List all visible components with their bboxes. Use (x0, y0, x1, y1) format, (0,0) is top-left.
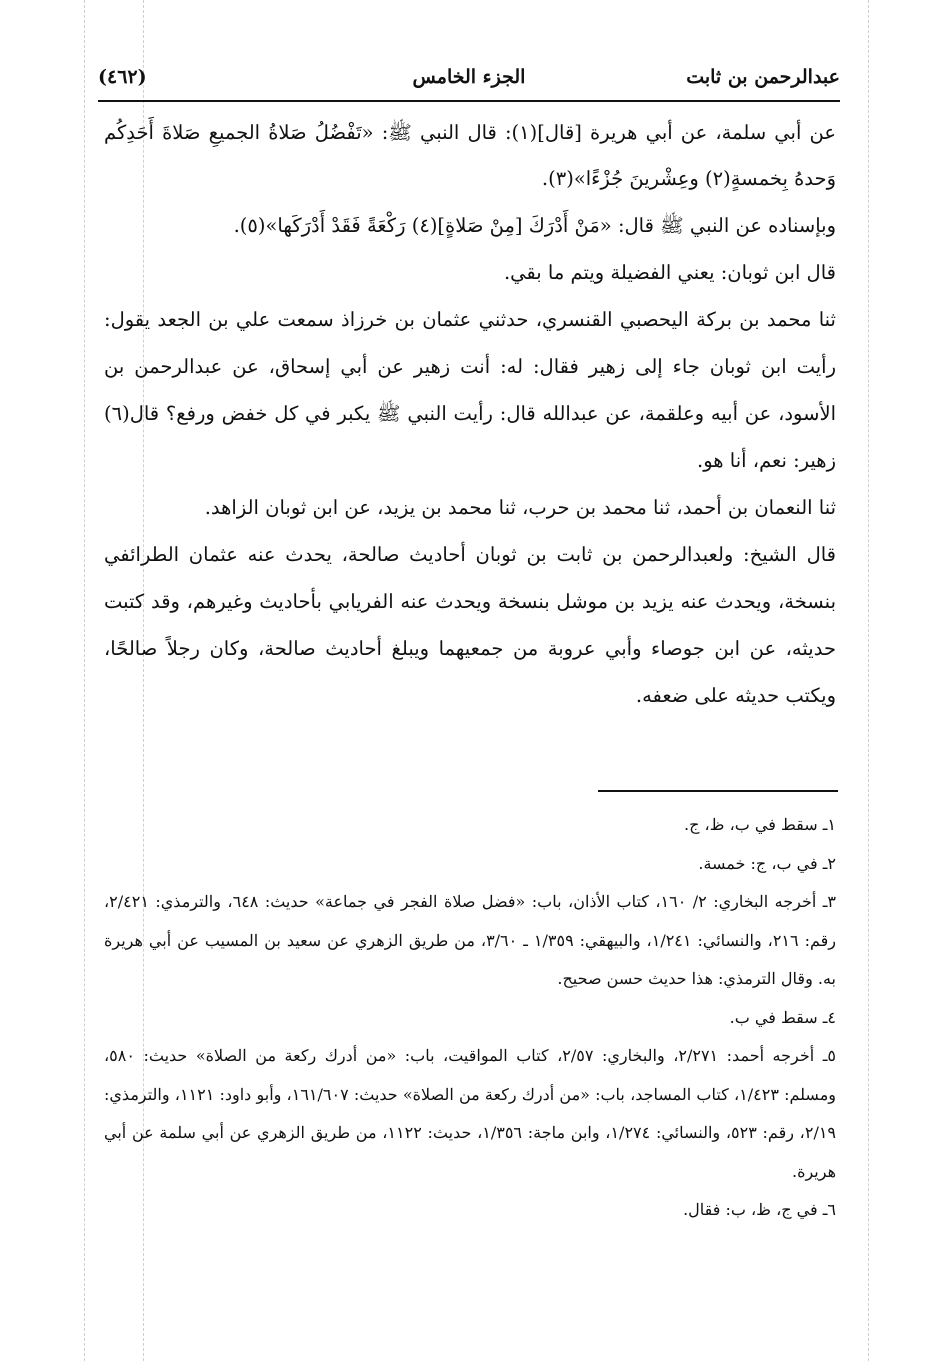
scan-guide-line (868, 0, 869, 1361)
footnote: ٤ـ سقط في ب. (729, 1007, 836, 1027)
paragraph: عن أبي سلمة، عن أبي هريرة [قال](١): قال النبي ﷺ: «تَفْضُلُ صَلاةُ الجميعِ صَلاةَ أَحَدِكُم وَحدهُ بِخمسةٍ(٢) وعِشْرينَ جُزْءًا»(٣). (104, 121, 836, 190)
page-number: (٤٦٢) (98, 66, 147, 88)
footnote: ٦ـ في ج، ظ، ب: فقال. (683, 1200, 836, 1219)
scan-guide-line (84, 0, 85, 1361)
part-title: الجزء الخامس (412, 66, 526, 88)
paragraph: وبإسناده عن النبي ﷺ قال: «مَنْ أَدْرَكَ [مِنْ صَلاةٍ](٤) رَكْعَةً فَقَدْ أَدْرَكَها»(٥). (233, 214, 836, 237)
footnote: ٣ـ أخرجه البخاري: ٢/ ١٦٠، كتاب الأذان، باب: «فضل صلاة الفجر في جماعة» حديث: ٦٤٨، والترمذي: ٢/٤٢١، رقم: ٢١٦، والنسائي: ١/٢٤١، والبيهقي: ١/٣٥٩ ـ ٣/٦٠، من طريق الزهري عن سعيد بن المسيب عن أبي هريرة به. وقال الترمذي: هذا حديث حسن صحيح. (104, 892, 837, 988)
page-header (98, 64, 840, 102)
paragraph: قال ابن ثوبان: يعني الفضيلة ويتم ما بقي. (503, 261, 836, 284)
paragraph: ثنا محمد بن بركة اليحصبي القنسري، حدثني عثمان بن خرزاذ سمعت علي بن الجعد يقول: رأيت ابن ثوبان جاء إلى زهير فقال: له: أنت زهير عن أبي إسحاق، عن عبدالرحمن بن الأسود، عن أبيه وعلقمة، عن عبدالله قال: رأيت النبي ﷺ يكبر في كل خفض ورفع؟ قال(٦) زهير: نعم، أنا هو. (104, 308, 836, 472)
section-title: عبدالرحمن بن ثابت (686, 66, 840, 88)
footnotes (104, 806, 836, 1230)
footnote: ٢ـ في ب، ج: خمسة. (698, 853, 836, 873)
paragraph: ثنا النعمان بن أحمد، ثنا محمد بن حرب، ثنا محمد بن يزيد، عن ابن ثوبان الزاهد. (204, 496, 836, 519)
paragraph: قال الشيخ: ولعبدالرحمن بن ثابت بن ثوبان أحاديث صالحة، يحدث عنه عثمان الطرائفي بنسخة، ويحدث عنه يزيد بن موشل بنسخة ويحدث عنه الفريابي بأحاديث وغيرهم، وقد كتبت حديثه، عن ابن جوصاء وأبي عروبة من جمعيهما ويبلغ أحاديث صالحة، وكان رجلاً صالحًا، ويكتب حديثه على ضعفه. (104, 543, 836, 707)
main-text (104, 110, 836, 719)
footnote-separator (598, 790, 838, 792)
footnote: ١ـ سقط في ب، ظ، ج. (684, 815, 836, 834)
footnote: ٥ـ أخرجه أحمد: ٢/٢٧١، والبخاري: ٢/٥٧، كتاب المواقيت، باب: «من أدرك ركعة من الصلاة» حديث: ٥٨٠، ومسلم: ١/٤٢٣، كتاب المساجد، باب: «من أدرك ركعة من الصلاة» حديث: ١٦١/٦٠٧، وأبو داود: ١١٢١، والترمذي: ٢/١٩، رقم: ٥٢٣، والنسائي: ١/٢٧٤، وابن ماجة: ١/٣٥٦، حديث: ١١٢٢، من طريق الزهري عن أبي سلمة عن أبي هريرة. (104, 1046, 837, 1181)
